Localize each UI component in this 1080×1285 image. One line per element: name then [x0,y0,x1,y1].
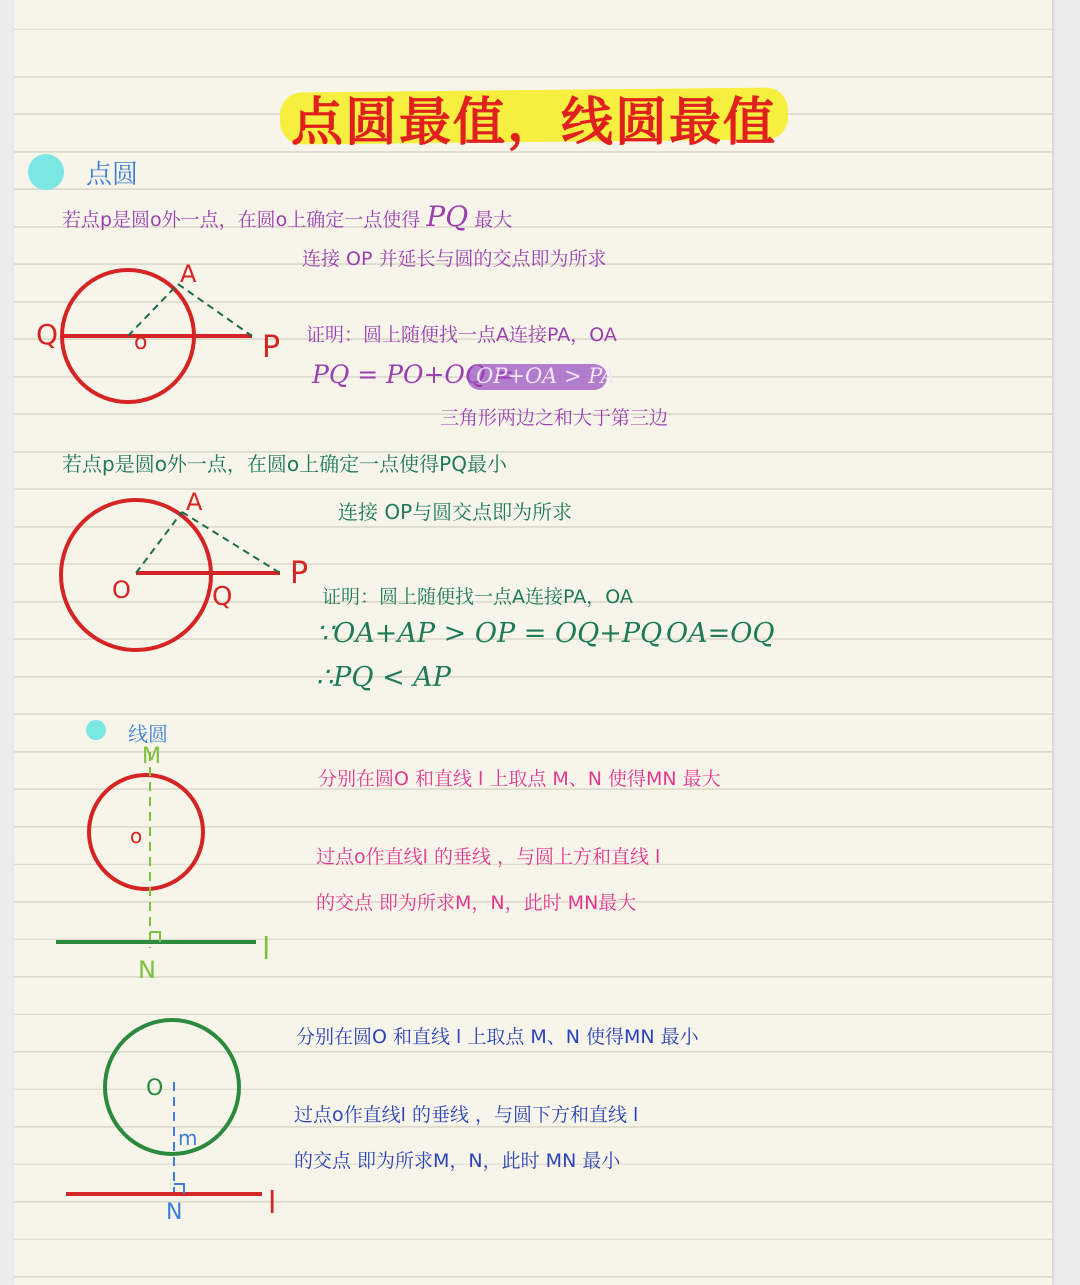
circle-o-line-min [105,1020,239,1154]
fig-max-label-p: P [262,330,281,365]
proof-min-line2: ∴PQ < AP [316,662,451,693]
fig3-label-o: o [130,824,143,848]
dashed-ap-min [182,512,280,573]
dashed-oa-max [128,284,178,336]
fig3-label-m: M [142,744,161,769]
line-circle-min-text3: 的交点 即为所求M，N，此时 MN 最小 [294,1150,621,1172]
fig3-label-n: N [138,956,156,984]
page-title: 点圆最值，线圆最值 [290,93,777,153]
circle-o-line-max [89,775,203,889]
line-circle-min-text1: 分别在圆O 和直线 l 上取点 M、N 使得MN 最小 [296,1026,699,1048]
fig4-label-l: l [268,1186,277,1221]
line-circle-max-text2: 过点o作直线l 的垂线 ，与圆上方和直线 l [316,846,661,868]
fig4-label-o: O [146,1076,164,1101]
fig3-label-l: l [262,932,271,967]
proof-min-line1-right: OA=OQ [666,618,775,649]
fig-min-label-q: Q [212,582,233,612]
question-min: 若点p是圆o外一点，在圆o上确定一点使得PQ最小 [62,452,507,476]
section-heading-line-circle: 线圆 [128,722,168,746]
line-circle-min-text2: 过点o作直线l 的垂线 ，与圆下方和直线 l [294,1104,639,1126]
triangle-inequality-note: 三角形两边之和大于第三边 [440,407,669,429]
fig-max-label-o: o [134,330,148,355]
section-heading-point-circle: 点圆 [86,160,139,190]
section-bullet-icon-2 [86,720,106,740]
fig-min-label-p: P [290,556,309,591]
line-circle-max-text3: 的交点 即为所求M，N，此时 MN最大 [316,892,637,914]
fig-max-label-a: A [180,260,197,288]
fig-max-label-q: Q [36,318,59,351]
formula-max-main: PQ = PO+OQ = [312,360,515,389]
proof-max: 证明：圆上随便找一点A连接PA，OA [306,324,617,346]
method-max: 连接 OP 并延长与圆的交点即为所求 [302,248,607,270]
fig4-label-m: m [178,1126,198,1150]
dashed-oa-min [136,512,182,573]
fig-min-label-a: A [186,488,203,516]
question-max-pq: PQ [426,200,469,233]
question-max-end: 最大 [474,209,513,231]
proof-min-line1: ∵OA+AP > OP = OQ+PQ [316,618,663,649]
fig-min-label-o: O [112,576,131,604]
question-max-text: 若点p是圆o外一点，在圆o上确定一点使得 [62,209,421,231]
method-min: 连接 OP与圆交点即为所求 [338,500,573,524]
formula-max-highlight: OP+OA > PA [476,364,616,388]
line-circle-max-text1: 分别在圆O 和直线 l 上取点 M、N 使得MN 最大 [318,768,721,790]
proof-min: 证明：圆上随便找一点A连接PA，OA [322,586,633,608]
fig4-label-n: N [166,1200,183,1225]
